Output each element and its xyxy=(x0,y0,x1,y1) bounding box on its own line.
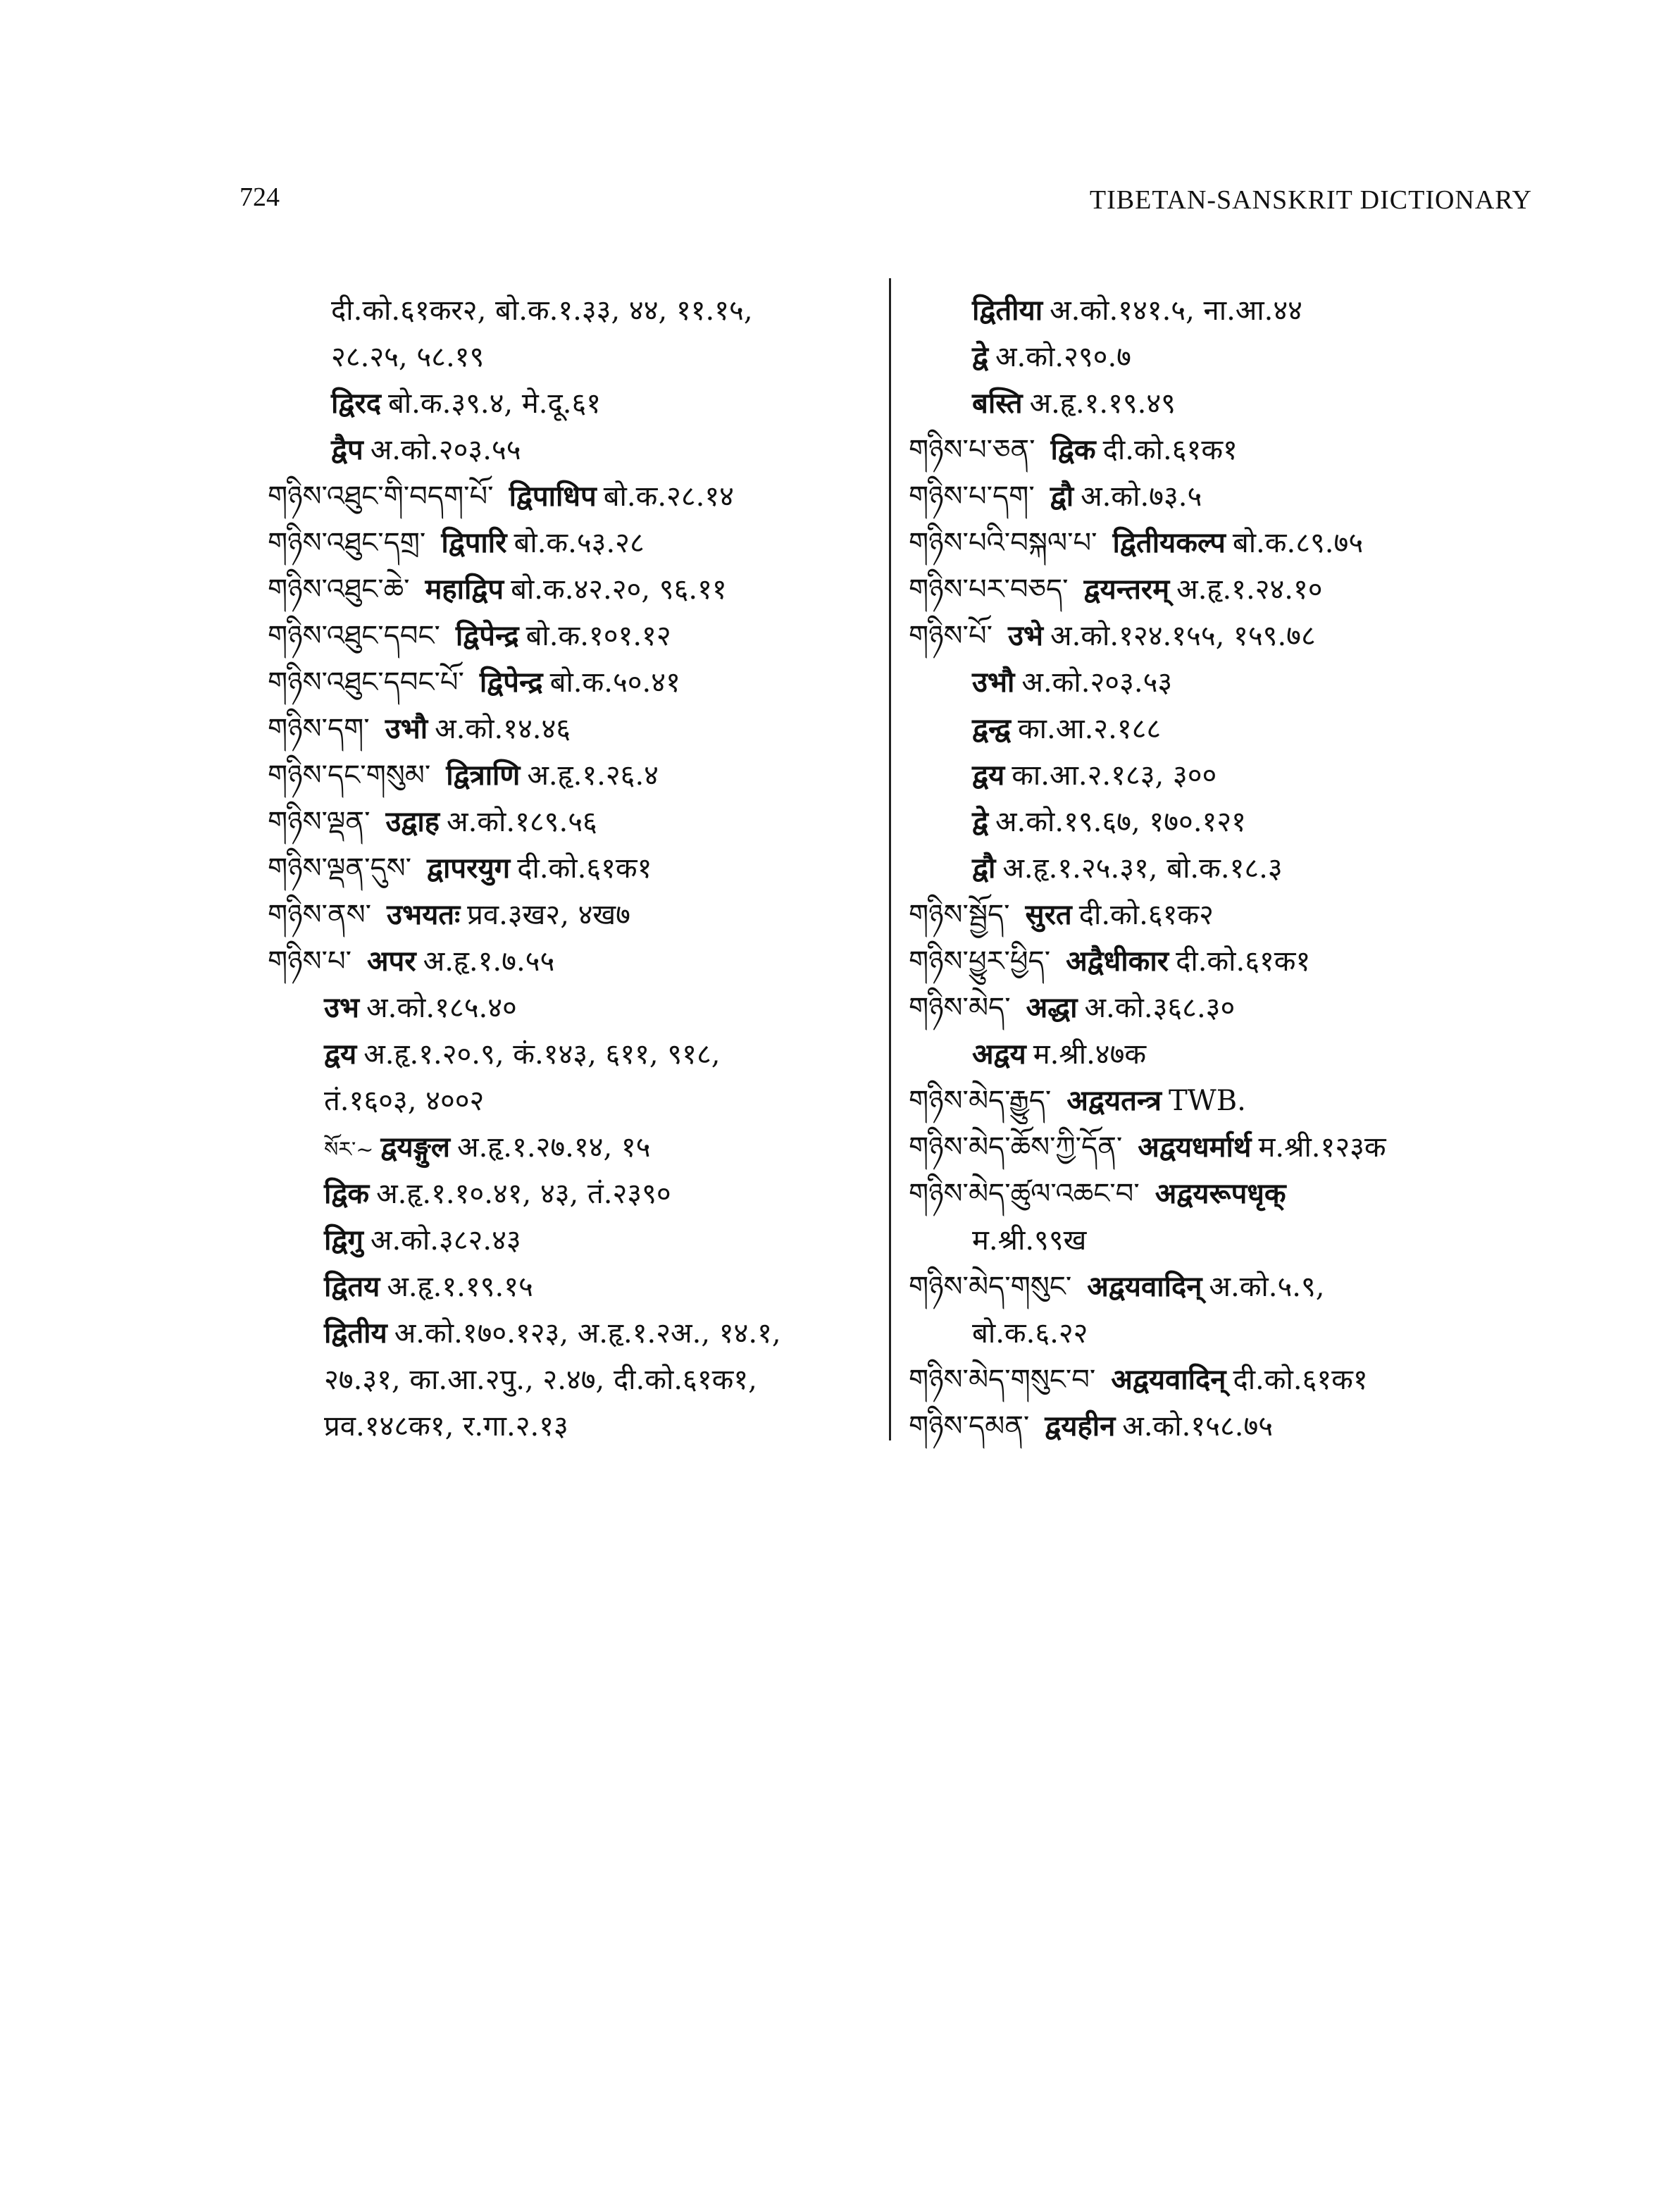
sanskrit-equivalent: अद्वैधीकार xyxy=(1066,945,1169,978)
source-reference: दी.को.६१क१ xyxy=(1176,945,1311,978)
dictionary-entry-line xyxy=(268,892,881,938)
dictionary-entry-line xyxy=(268,659,881,706)
sanskrit-equivalent: द्वैप xyxy=(331,433,363,466)
dictionary-entry-line xyxy=(268,473,881,520)
tibetan-headword: གཉིས་འཐུང་དབང་ xyxy=(268,620,440,652)
dictionary-entry-line xyxy=(268,845,881,892)
source-reference: २८.२५, ५८.१९ xyxy=(331,341,485,373)
source-reference: अ.को.३८२.४३ xyxy=(370,1224,521,1257)
source-reference: बो.क.६.२२ xyxy=(972,1317,1088,1350)
source-reference: TWB. xyxy=(1168,1085,1246,1117)
sanskrit-equivalent: द्वन्द्व xyxy=(972,712,1011,745)
dictionary-entry-line xyxy=(268,1171,881,1217)
dictionary-entry-line xyxy=(909,287,1543,334)
dictionary-entry-line xyxy=(909,1310,1543,1357)
source-reference: बो.क.५३.२८ xyxy=(514,527,645,559)
sanskrit-equivalent: अद्वय xyxy=(972,1038,1026,1071)
dictionary-entry-line xyxy=(268,1403,881,1450)
source-reference: अ.को.१२४.१५५, १५९.७८ xyxy=(1050,620,1316,652)
dictionary-entry-line xyxy=(909,566,1543,613)
dictionary-entry-line xyxy=(268,799,881,845)
source-reference: म.श्री.४७क xyxy=(1033,1038,1147,1071)
sanskrit-equivalent: द्वितीय xyxy=(324,1316,387,1350)
dictionary-entry-line xyxy=(909,892,1543,938)
sanskrit-equivalent: उभौ xyxy=(972,666,1015,699)
dictionary-entry-line xyxy=(268,1310,881,1357)
dictionary-entry-line xyxy=(268,1078,881,1124)
tibetan-headword: གཉིས་དང་གསུམ་ xyxy=(268,759,431,792)
tibetan-headword: གཉིས་དམན་ xyxy=(909,1410,1030,1443)
sanskrit-equivalent: द्विक xyxy=(1050,433,1096,466)
dictionary-entry-line xyxy=(268,1031,881,1078)
source-reference: दी.को.६१क१ xyxy=(517,852,652,885)
page-number: 724 xyxy=(239,182,280,212)
sanskrit-equivalent: उभौ xyxy=(385,712,428,745)
sanskrit-equivalent: द्विरद xyxy=(331,387,381,420)
source-reference: अ.हृ.१.१०.४१, ४३, तं.२३९० xyxy=(376,1178,671,1210)
dictionary-entry-line xyxy=(909,427,1543,473)
sanskrit-equivalent: द्वे xyxy=(972,805,988,838)
source-reference: दी.को.६१क१ xyxy=(1102,434,1238,466)
sanskrit-equivalent: अद्धा xyxy=(1026,991,1078,1024)
tibetan-headword: གཉིས་འཐུང་དགྲ་ xyxy=(268,527,426,559)
dictionary-entry-line xyxy=(909,706,1543,752)
source-reference: अ.हृ.१.२७.१४, १५ xyxy=(457,1131,651,1164)
dictionary-entry-line xyxy=(268,985,881,1031)
dictionary-entry-line xyxy=(268,380,881,427)
dictionary-entry-line xyxy=(909,1171,1543,1217)
source-reference: प्रव.३ख२, ४ख७ xyxy=(467,899,630,931)
tibetan-headword: གཉིས་འཐུང་དབང་པོ་ xyxy=(268,666,464,699)
source-reference: बो.क.५०.४१ xyxy=(549,666,680,699)
source-reference: अ.को.१८९.५६ xyxy=(447,806,597,838)
tibetan-headword: གཉིས་མེད་རྒྱུད་ xyxy=(909,1085,1052,1117)
dictionary-entry-line xyxy=(268,752,881,799)
sanskrit-equivalent: द्विपारि xyxy=(441,526,507,559)
sanskrit-equivalent: द्वयङ्गुल xyxy=(380,1131,451,1164)
source-reference: अ.को.७३.५ xyxy=(1081,480,1202,513)
sanskrit-equivalent: द्वौ xyxy=(972,852,996,885)
sanskrit-equivalent: द्वापरयुग xyxy=(427,852,511,885)
tibetan-headword: གཉིས་པའི་བསྐལ་པ་ xyxy=(909,527,1097,559)
sanskrit-equivalent: द्वे xyxy=(972,340,988,373)
tibetan-headword: གཉིས་པ་ཅན་ xyxy=(909,434,1035,466)
sanskrit-equivalent: द्विपाधिप xyxy=(509,480,597,513)
dictionary-entry-line xyxy=(268,520,881,566)
sanskrit-equivalent: द्विगु xyxy=(324,1224,363,1257)
tibetan-headword: གཉིས་པར་བཅད་ xyxy=(909,573,1069,606)
sanskrit-equivalent: द्वितीयकल्प xyxy=(1112,526,1226,559)
dictionary-entry-line xyxy=(268,334,881,380)
tibetan-headword: གཉིས་མེད་གསུང་བ་ xyxy=(909,1364,1096,1396)
dictionary-entry-line xyxy=(909,613,1543,659)
dictionary-entry-line xyxy=(909,845,1543,892)
dictionary-entry-line xyxy=(268,613,881,659)
left-column xyxy=(268,287,881,1450)
source-reference: अ.को.१४.४६ xyxy=(435,713,571,745)
dictionary-entry-line xyxy=(268,1264,881,1310)
source-reference: अ.हृ.१.२४.१० xyxy=(1176,573,1323,606)
source-reference: दी.को.६१कर२, बो.क.१.३३, ४४, ११.१५, xyxy=(331,294,753,327)
source-reference: अ.को.१८५.४० xyxy=(366,992,517,1024)
source-reference: दी.को.६१क२ xyxy=(1078,899,1214,931)
dictionary-entry-line xyxy=(268,706,881,752)
tibetan-headword: གཉིས་པོ་ xyxy=(909,620,993,652)
sanskrit-equivalent: उभयतः xyxy=(387,898,461,931)
sanskrit-equivalent: द्विपेन्द्र xyxy=(455,619,519,652)
dictionary-entry-line xyxy=(909,380,1543,427)
sanskrit-equivalent: अद्वयवादिन् xyxy=(1087,1270,1202,1303)
dictionary-entry-line xyxy=(909,938,1543,985)
source-reference: २७.३१, का.आ.२पु., २.४७, दी.को.६१क१, xyxy=(324,1364,757,1396)
tibetan-headword: གཉིས་འཐུང་གི་བདག་པོ་ xyxy=(268,480,494,513)
source-reference: अ.को.२०३.५५ xyxy=(370,434,521,466)
sanskrit-equivalent: द्वितय xyxy=(324,1270,380,1303)
right-column xyxy=(909,287,1543,1450)
dictionary-entry-line xyxy=(909,799,1543,845)
source-reference: बो.क.८९.७५ xyxy=(1232,527,1364,559)
sanskrit-equivalent: अपर xyxy=(367,945,416,978)
tibetan-headword: གཉིས་ལྡན་ xyxy=(268,806,371,838)
dictionary-entry-line xyxy=(268,287,881,334)
dictionary-entry-line xyxy=(909,1078,1543,1124)
dictionary-entry-line xyxy=(909,1217,1543,1264)
dictionary-entry-line xyxy=(909,520,1543,566)
sanskrit-equivalent: अद्वयधर्मार्थ xyxy=(1138,1131,1252,1164)
tibetan-headword: གཉིས་ལྡན་དུས་ xyxy=(268,852,412,885)
source-reference: अ.हृ.१.२६.४ xyxy=(527,759,659,792)
tibetan-headword: གཉིས་སྦྱོད་ xyxy=(909,899,1010,931)
column-divider xyxy=(889,278,891,1440)
source-reference: अ.को.१९.६७, १७०.१२१ xyxy=(995,806,1246,838)
sanskrit-equivalent: सुरत xyxy=(1025,898,1072,931)
tibetan-headword: གཉིས་པ་དག་ xyxy=(909,480,1035,513)
dictionary-entry-line xyxy=(909,1264,1543,1310)
tibetan-headword: གཉིས་པ་ xyxy=(268,945,351,978)
dictionary-entry-line xyxy=(268,1124,881,1171)
source-reference: म.श्री.९९ख xyxy=(972,1224,1087,1257)
sanskrit-equivalent: द्वयहीन xyxy=(1045,1409,1116,1443)
dictionary-entry-line xyxy=(909,1357,1543,1403)
dictionary-entry-line xyxy=(909,473,1543,520)
sanskrit-equivalent: द्वौ xyxy=(1050,480,1074,513)
sanskrit-equivalent: महाद्विप xyxy=(425,573,504,606)
sanskrit-equivalent: अद्वयतन्त्र xyxy=(1066,1084,1162,1117)
sanskrit-equivalent: उभ xyxy=(324,991,360,1024)
tibetan-headword: གཉིས་དག་ xyxy=(268,713,370,745)
tibetan-headword: གཉིས་མེད་ xyxy=(909,992,1011,1024)
sanskrit-equivalent: द्विक xyxy=(324,1177,370,1210)
source-reference: अ.को.१७०.१२३, अ.हृ.१.२अ., १४.१, xyxy=(394,1317,781,1350)
dictionary-entry-line xyxy=(909,985,1543,1031)
sanskrit-equivalent: द्वित्राणि xyxy=(446,759,521,792)
source-reference: अ.को.१४१.५, ना.आ.४४ xyxy=(1050,294,1302,327)
source-reference: अ.को.५.९, xyxy=(1209,1271,1325,1303)
tibetan-headword: གཉིས་མེད་ཚུལ་འཆང་བ་ xyxy=(909,1178,1140,1210)
source-reference: प्रव.१४८क१, र.गा.२.१३ xyxy=(324,1410,568,1443)
sanskrit-equivalent: द्वितीया xyxy=(972,294,1043,327)
source-reference: अ.हृ.१.७.५५ xyxy=(423,945,555,978)
dictionary-entry-line xyxy=(909,1403,1543,1450)
running-head: TIBETAN-SANSKRIT DICTIONARY xyxy=(1089,185,1532,215)
dictionary-entry-line xyxy=(909,659,1543,706)
dictionary-entry-line xyxy=(268,1217,881,1264)
tibetan-compound-note: སོར་~ xyxy=(324,1138,374,1162)
tibetan-headword: གཉིས་ཕྱུར་ཕྱིད་ xyxy=(909,945,1051,978)
sanskrit-equivalent: द्वय xyxy=(324,1038,357,1071)
tibetan-headword: གཉིས་མེད་ཆོས་ཀྱི་དོན་ xyxy=(909,1131,1123,1164)
source-reference: अ.हृ.१.१९.४९ xyxy=(1029,387,1176,420)
source-reference: दी.को.६१क१ xyxy=(1233,1364,1368,1396)
tibetan-headword: གཉིས་ནས་ xyxy=(268,899,372,931)
source-reference: अ.को.३६८.३० xyxy=(1084,992,1236,1024)
source-reference: अ.को.२०३.५३ xyxy=(1021,666,1173,699)
dictionary-entry-line xyxy=(268,427,881,473)
source-reference: अ.हृ.१.१९.१५ xyxy=(387,1271,533,1303)
sanskrit-equivalent: उभे xyxy=(1008,619,1044,652)
sanskrit-equivalent: द्विपेन्द्र xyxy=(479,666,543,699)
sanskrit-equivalent: द्वय xyxy=(972,759,1005,792)
tibetan-headword: གཉིས་མེད་གསུང་ xyxy=(909,1271,1072,1303)
dictionary-entry-line xyxy=(268,566,881,613)
source-reference: अ.हृ.१.२५.३१, बो.क.१८.३ xyxy=(1002,852,1283,885)
source-reference: अ.को.१५८.७५ xyxy=(1122,1410,1274,1443)
dictionary-entry-line xyxy=(909,334,1543,380)
sanskrit-equivalent: बस्ति xyxy=(972,387,1023,420)
dictionary-entry-line xyxy=(909,1031,1543,1078)
dictionary-entry-line xyxy=(909,752,1543,799)
sanskrit-equivalent: द्वयन्तरम् xyxy=(1083,573,1170,606)
source-reference: बो.क.४२.२०, ९६.११ xyxy=(511,573,727,606)
source-reference: का.आ.२.१८३, ३०० xyxy=(1012,759,1217,792)
source-reference: का.आ.२.१८८ xyxy=(1017,713,1162,745)
sanskrit-equivalent: अद्वयवादिन् xyxy=(1111,1363,1226,1396)
sanskrit-equivalent: उद्वाह xyxy=(385,805,440,838)
dictionary-entry-line xyxy=(909,1124,1543,1171)
source-reference: बो.क.१०१.१२ xyxy=(525,620,671,652)
source-reference: तं.१६०३, ४००२ xyxy=(324,1085,485,1117)
source-reference: अ.को.२९०.७ xyxy=(995,341,1131,373)
dictionary-entry-line xyxy=(268,938,881,985)
source-reference: बो.क.२८.१४ xyxy=(603,480,734,513)
source-reference: बो.क.३९.४, मे.दू.६१ xyxy=(387,387,602,420)
dictionary-entry-line xyxy=(268,1357,881,1403)
source-reference: अ.हृ.१.२०.९, कं.१४३, ६११, ९१८, xyxy=(363,1038,721,1071)
tibetan-headword: གཉིས་འཐུང་ཆེ་ xyxy=(268,573,410,606)
source-reference: म.श्री.१२३क xyxy=(1258,1131,1386,1164)
sanskrit-equivalent: अद्वयरूपधृक् xyxy=(1155,1177,1286,1210)
